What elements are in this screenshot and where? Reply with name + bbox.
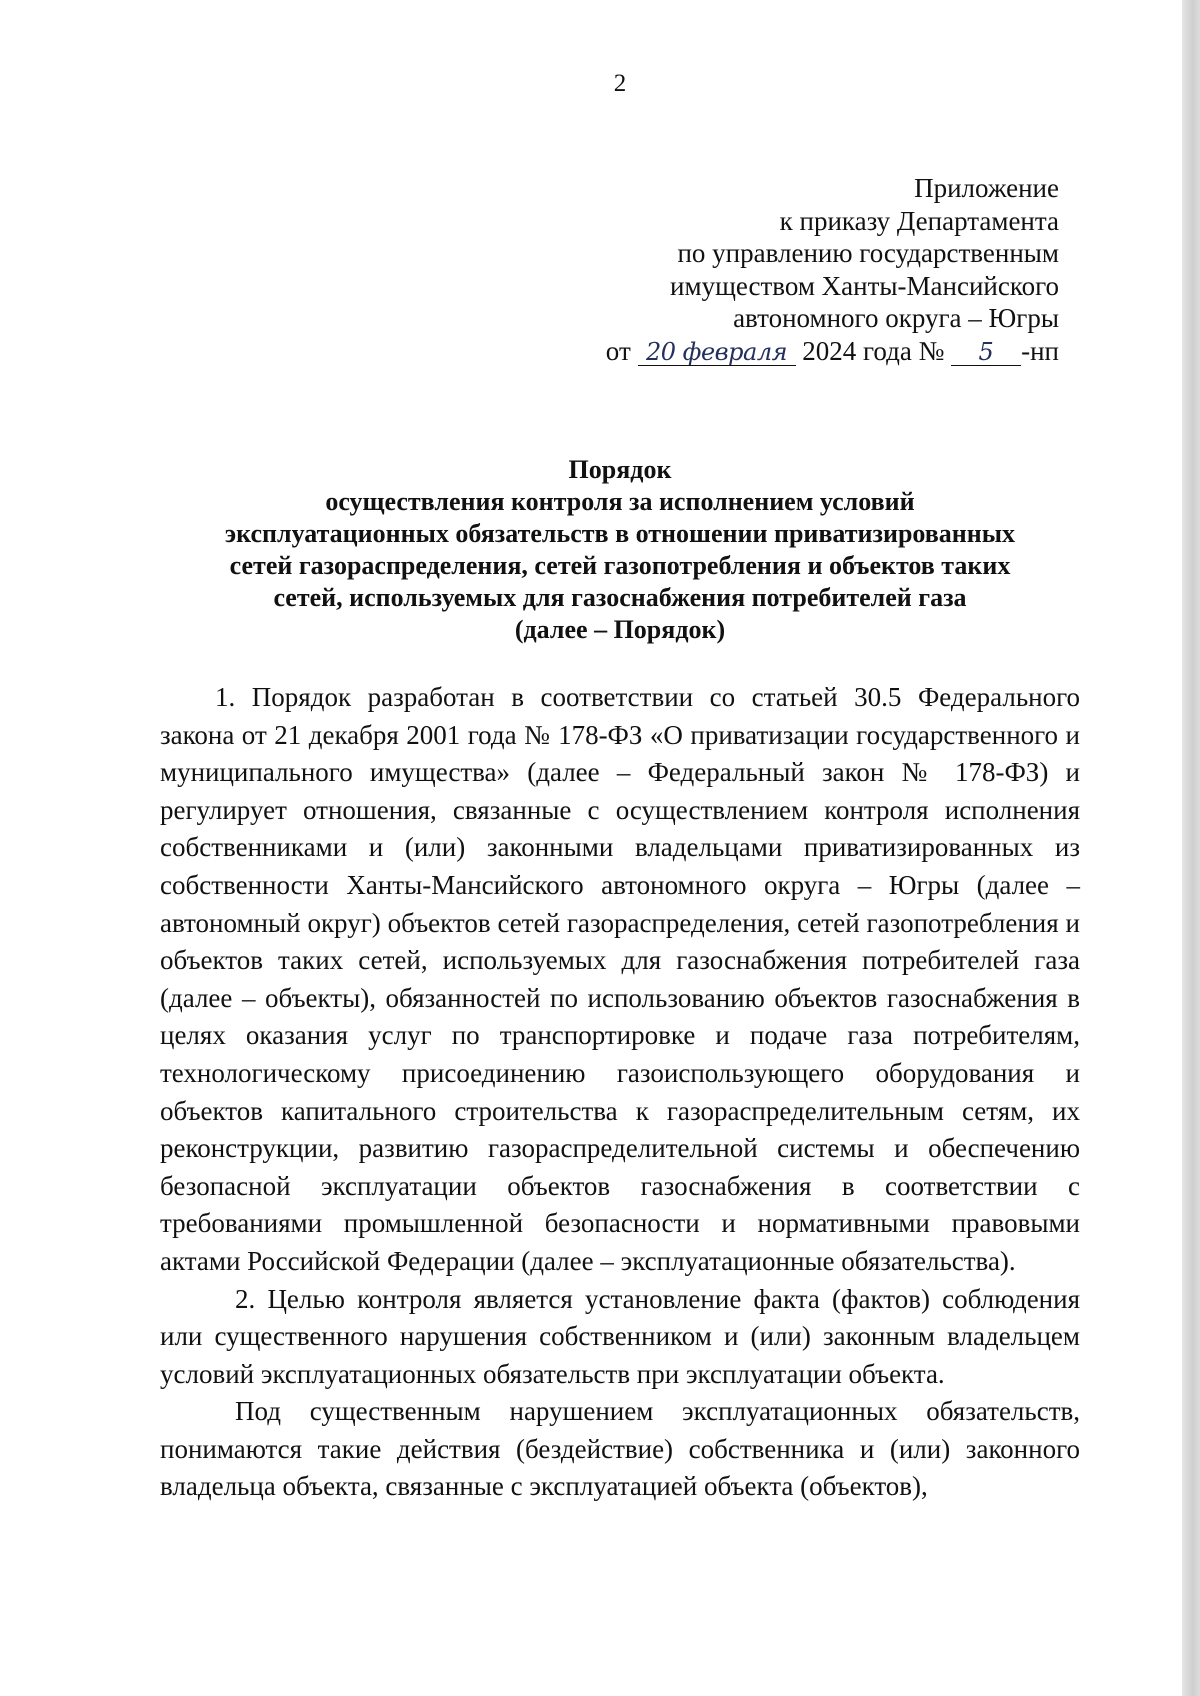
document-title [160, 454, 1080, 646]
appendix-date-line [606, 335, 1059, 368]
appendix-line: Приложение [914, 173, 1059, 203]
appendix-header [606, 172, 1059, 367]
title-line: (далее – Порядок) [514, 615, 726, 644]
handwritten-number: 5 [951, 339, 1021, 366]
paragraph-2: 2. Целью контроля является установление факта (фактов) соблюдения или существенного нарушения собственником и (или) законным владельцем условий эксплуатационных обязательств при эксплуатации объекта. [160, 1283, 1080, 1389]
paragraph-1: 1. Порядок разработан в соответствии со статьей 30.5 Федерального закона от 21 декабря 2001 года № 178-ФЗ «О приватизации государственного и муниципального имущества» (далее – Федеральный закон № 178-ФЗ) и регулирует отношения, связанные с осуществлением контроля исполнения собственниками и (или) законными владельцами приватизированных из собственности Ханты-Мансийского автономного округа – Югры (далее – автономный округ) объектов сетей газораспределения, сетей газопотребления и объектов таких сетей, используемых для газоснабжения потребителей газа (далее – объекты), обязанностей по использованию объектов газоснабжения в целях оказания услуг по транспортировке и подаче газа потребителям, технологическому присоединению газоиспользующего оборудования и объектов капитального строительства к газораспределительным сетям, их реконструкции, развитию газораспределительной системы и обеспечению безопасной эксплуатации объектов газоснабжения в соответствии с требованиями промышленной безопасности и нормативными правовыми актами Российской Федерации (далее – эксплуатационные обязательства). [160, 682, 1080, 1276]
handwritten-date: 20 февраля [638, 339, 796, 366]
title-line: сетей газораспределения, сетей газопотребления и объектов таких [229, 551, 1011, 580]
appendix-line: имуществом Ханты-Мансийского [670, 270, 1059, 301]
page-edge-shadow [1182, 0, 1200, 1696]
paragraph-3: Под существенным нарушением эксплуатационных обязательств, понимаются такие действия (бездействие) собственника и (или) законного владельца объекта, связанные с эксплуатацией объекта (объектов), [160, 1396, 1080, 1502]
document-body [160, 679, 1080, 1506]
year-text: 2024 года № [802, 335, 945, 366]
page-number: 2 [613, 70, 627, 97]
title-line: сетей, используемых для газоснабжения потребителей газа [273, 583, 967, 612]
title-line: осуществления контроля за исполнением условий [325, 487, 915, 516]
title-line: Порядок [568, 455, 672, 484]
appendix-line: к приказу Департамента [779, 205, 1059, 236]
appendix-line: по управлению государственным [677, 238, 1059, 268]
appendix-line: автономного округа – Югры [733, 303, 1059, 333]
title-line: эксплуатационных обязательств в отношении приватизированных [224, 519, 1016, 548]
number-suffix: -нп [1021, 335, 1059, 366]
date-prefix: от [605, 335, 631, 366]
